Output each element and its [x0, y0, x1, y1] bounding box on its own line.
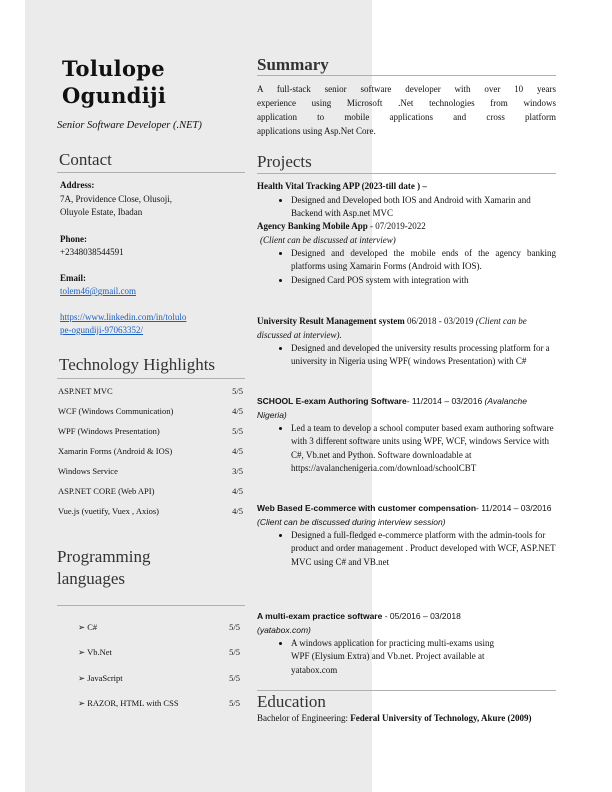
project-ecommerce	[257, 502, 556, 569]
arrow-bullet-icon: ➢	[78, 647, 88, 658]
project-university	[257, 315, 556, 369]
language-item	[78, 615, 240, 640]
project-dates: - 11/2014 – 03/2016	[476, 503, 552, 513]
heading-line: languages	[57, 569, 125, 588]
tech-item	[58, 501, 243, 521]
project-bullet: • A windows application for practicing multi-exams using WPF (Elysium Extra) and Vb.net. Project available at yatabox.com	[291, 637, 496, 677]
project-note: (Client can be discussed at interview).	[257, 316, 527, 340]
project-bullet: • Designed and Developed both IOS and Android with Xamarin and Backend with Asp.net MVC	[291, 194, 556, 221]
address-label: Address:	[60, 180, 95, 190]
project-note: (Client can be discussed at interview)	[260, 234, 396, 245]
tech-item	[58, 421, 243, 441]
divider	[57, 605, 245, 606]
arrow-bullet-icon: ➢	[78, 622, 88, 632]
project-bullet: • Led a team to develop a school computer based exam authoring software with 3 different software units using WPF, WCF, windows Service with C#, Vb.net and Python. Software downloadable at https://avalanchenigeria.com/download/schoolCBT	[291, 422, 556, 475]
tech-rating: 3/5	[232, 466, 243, 476]
tech-rating: 4/5	[232, 486, 243, 496]
projects-heading: Projects	[257, 152, 312, 171]
tech-item	[58, 481, 243, 501]
language-label: RAZOR, HTML with CSS	[87, 697, 179, 708]
project-health	[257, 180, 556, 287]
languages-heading	[57, 546, 151, 590]
project-bullet: • Designed and developed the mobile ends of the agency banking platforms using Xamarin Forms (Android with IOS).	[291, 247, 556, 274]
tech-item	[58, 381, 243, 401]
candidate-name	[62, 55, 166, 109]
degree: Bachelor of Engineering:	[257, 713, 351, 723]
language-rating: 5/5	[229, 622, 240, 632]
summary-line: experience using Microsoft .Net technologies from windows	[257, 98, 556, 108]
tech-rating: 4/5	[232, 506, 243, 516]
divider	[257, 690, 556, 691]
school: Federal University of Technology, Akure (2009)	[350, 713, 532, 723]
tech-rating: 4/5	[232, 406, 243, 416]
address-line: Oluyole Estate, Ibadan	[60, 207, 143, 217]
tech-label: Xamarin Forms (Android & IOS)	[58, 446, 173, 456]
job-title: Senior Software Developer (.NET)	[57, 120, 202, 131]
tech-item	[58, 441, 243, 461]
contact-heading: Contact	[59, 150, 112, 169]
linkedin-link[interactable]	[60, 311, 250, 338]
summary-line: application to mobile applications and cross platform	[257, 112, 556, 122]
tech-label: ASP.NET CORE (Web API)	[58, 486, 155, 496]
first-name: Tolulope	[62, 56, 165, 81]
language-label: C#	[87, 622, 98, 632]
summary-line: applications using Asp.Net Core.	[257, 126, 376, 136]
tech-label: WCF (Windows Communication)	[58, 406, 174, 416]
project-title: SCHOOL E-exam Authoring Software	[257, 396, 407, 406]
tech-label: ASP.NET MVC	[58, 386, 113, 396]
project-title: Web Based E-commerce with customer compensation	[257, 503, 477, 513]
linkedin-line[interactable]: pe-ogundiji-97063352/	[60, 325, 143, 335]
heading-line: Programming	[57, 547, 151, 566]
language-item	[78, 691, 240, 716]
tech-label: Vue.js (vuetify, Vuex , Axios)	[58, 506, 159, 516]
divider	[257, 173, 556, 174]
language-rating: 5/5	[229, 672, 240, 683]
summary-text	[257, 82, 556, 138]
education-entry	[257, 712, 556, 726]
tech-heading: Technology Highlights	[59, 355, 216, 374]
divider	[57, 172, 245, 173]
tech-item	[58, 401, 243, 421]
project-dates: - 11/2014 – 03/2016	[406, 396, 485, 406]
project-note: (Avalanche Nigeria)	[257, 396, 527, 420]
phone-number: +2348038544591	[60, 247, 124, 257]
divider	[257, 75, 556, 76]
phone-label: Phone:	[60, 233, 87, 244]
arrow-bullet-icon: ➢	[78, 697, 88, 708]
tech-rating: 4/5	[232, 446, 243, 456]
project-title: University Result Management system	[257, 316, 405, 326]
language-label: Vb.Net	[87, 647, 112, 658]
linkedin-line[interactable]: https://www.linkedin.com/in/tolulo	[60, 311, 187, 322]
email-label: Email:	[60, 272, 86, 283]
project-title: A multi-exam practice software	[257, 611, 383, 621]
project-title: Agency Banking Mobile App	[257, 221, 368, 232]
language-item	[78, 666, 240, 691]
project-dates: 06/2018 - 03/2019	[404, 316, 476, 326]
education-heading: Education	[257, 692, 326, 711]
project-dates: - 05/2016 – 03/2018	[382, 611, 461, 621]
summary-heading: Summary	[257, 55, 329, 74]
project-bullet: • Designed Card POS system with integration with	[291, 274, 556, 287]
tech-item	[58, 461, 243, 481]
summary-line: A full-stack senior software developer with over 10 years	[257, 84, 556, 94]
tech-label: Windows Service	[58, 466, 118, 476]
arrow-bullet-icon: ➢	[78, 672, 88, 683]
language-item	[78, 640, 240, 665]
language-rating: 5/5	[229, 647, 240, 658]
project-dates: - 07/2019-2022	[367, 221, 426, 232]
email-link[interactable]: tolem46@gmail.com	[60, 286, 137, 296]
language-label: JavaScript	[87, 672, 123, 683]
last-name: Ogundiji	[62, 83, 167, 108]
project-multiexam	[257, 610, 556, 677]
address-line: 7A, Providence Close, Olusoji,	[60, 193, 172, 204]
project-bullet: • Designed and developed the university results processing platform for a university in Nigeria using WPF( windows Presentation) with C#	[291, 342, 556, 369]
project-note: (Client can be discussed during interview session)	[257, 516, 446, 527]
tech-rating: 5/5	[232, 386, 243, 396]
project-note: (yatabox.com)	[257, 624, 311, 635]
project-school	[257, 395, 556, 475]
project-bullet: • Designed a full-fledged e-commerce platform with the admin-tools for product and order management . Product developed with WCF, ASP.NET MVC using C# and VB.net	[291, 529, 556, 569]
languages-list	[78, 615, 240, 716]
tech-rating: 5/5	[232, 426, 243, 436]
project-title: Health Vital Tracking APP (2023-till date ) –	[257, 181, 427, 191]
divider	[57, 378, 245, 379]
contact-block	[60, 179, 250, 338]
tech-list	[58, 381, 243, 521]
tech-label: WPF (Windows Presentation)	[58, 426, 160, 436]
language-rating: 5/5	[229, 697, 240, 708]
